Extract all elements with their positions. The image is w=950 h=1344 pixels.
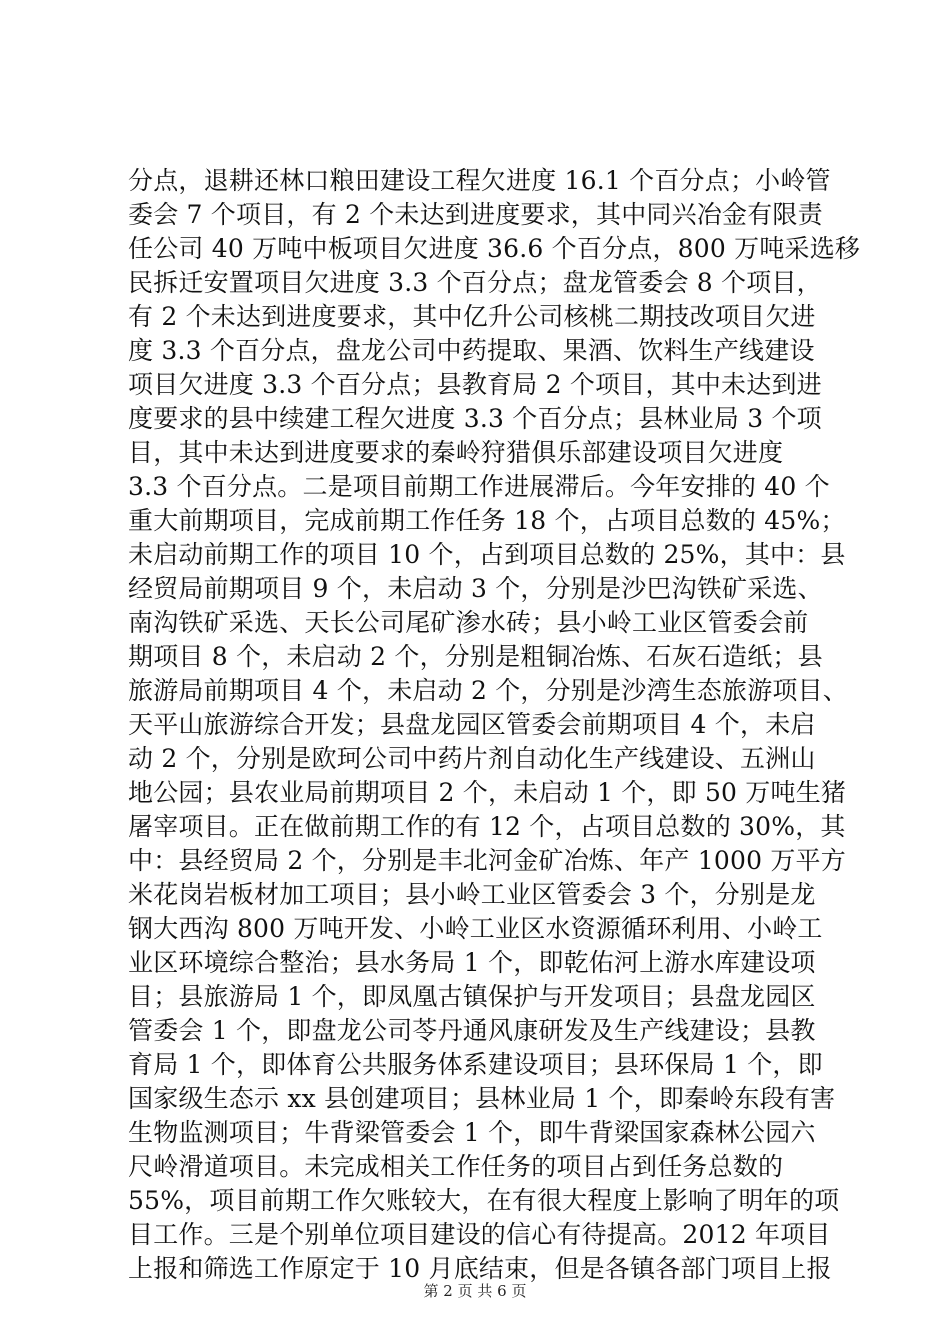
text-line: 任公司 40 万吨中板项目欠进度 36.6 个百分点，800 万吨采选移 xyxy=(128,234,861,263)
text-line: 地公园；县农业局前期项目 2 个，未启动 1 个，即 50 万吨生猪 xyxy=(128,778,847,807)
text-line: 屠宰项目。正在做前期工作的有 12 个，占项目总数的 30%，其 xyxy=(128,812,846,841)
text-line: 经贸局前期项目 9 个，未启动 3 个，分别是沙巴沟铁矿采选、 xyxy=(128,574,823,603)
text-line: 民拆迁安置项目欠进度 3.3 个百分点；盘龙管委会 8 个项目， xyxy=(128,268,822,297)
text-line: 旅游局前期项目 4 个，未启动 2 个，分别是沙湾生态旅游项目、 xyxy=(128,676,849,705)
text-line: 未启动前期工作的项目 10 个，占到项目总数的 25%，其中：县 xyxy=(128,540,846,569)
text-line: 有 2 个未达到进度要求，其中亿升公司核桃二期技改项目欠进 xyxy=(128,302,816,331)
text-line: 上报和筛选工作原定于 10 月底结束，但是各镇各部门项目上报 xyxy=(128,1254,832,1283)
text-line: 度 3.3 个百分点，盘龙公司中药提取、果酒、饮料生产线建设 xyxy=(128,336,815,365)
text-line: 项目欠进度 3.3 个百分点；县教育局 2 个项目，其中未达到进 xyxy=(128,370,822,399)
text-line: 期项目 8 个，未启动 2 个，分别是粗铜冶炼、石灰石造纸；县 xyxy=(128,642,823,671)
text-line: 目；县旅游局 1 个，即凤凰古镇保护与开发项目；县盘龙园区 xyxy=(128,982,816,1011)
text-line: 目工作。三是个别单位项目建设的信心有待提高。2012 年项目 xyxy=(128,1220,831,1249)
text-line: 重大前期项目，完成前期工作任务 18 个，占项目总数的 45%； xyxy=(128,506,846,535)
page-number-footer: 第 2 页 共 6 页 xyxy=(423,1282,527,1300)
text-line: 中：县经贸局 2 个，分别是丰北河金矿冶炼、年产 1000 万平方 xyxy=(128,846,846,875)
text-line: 委会 7 个项目，有 2 个未达到进度要求，其中同兴冶金有限责 xyxy=(128,200,823,229)
text-line: 度要求的县中续建工程欠进度 3.3 个百分点；县林业局 3 个项 xyxy=(128,404,822,433)
text-line: 3.3 个百分点。二是项目前期工作进展滞后。今年安排的 40 个 xyxy=(128,472,830,501)
text-line: 国家级生态示 xx 县创建项目；县林业局 1 个，即秦岭东段有害 xyxy=(128,1084,836,1113)
text-line: 业区环境综合整治；县水务局 1 个，即乾佑河上游水库建设项 xyxy=(128,948,816,977)
text-line: 育局 1 个，即体育公共服务体系建设项目；县环保局 1 个，即 xyxy=(128,1050,823,1079)
text-line: 动 2 个，分别是欧珂公司中药片剂自动化生产线建设、五洲山 xyxy=(128,744,816,773)
text-line: 南沟铁矿采选、天长公司尾矿渗水砖；县小岭工业区管委会前 xyxy=(128,608,809,637)
text-line: 尺岭滑道项目。未完成相关工作任务的项目占到任务总数的 xyxy=(128,1152,784,1181)
text-line: 目，其中未达到进度要求的秦岭狩猎俱乐部建设项目欠进度 xyxy=(128,438,784,467)
text-line: 生物监测项目；牛背梁管委会 1 个，即牛背梁国家森林公园六 xyxy=(128,1118,816,1147)
text-line: 天平山旅游综合开发；县盘龙园区管委会前期项目 4 个，未启 xyxy=(128,710,816,739)
text-line: 米花岗岩板材加工项目；县小岭工业区管委会 3 个，分别是龙 xyxy=(128,880,816,909)
body-text xyxy=(128,164,861,1286)
text-line: 钢大西沟 800 万吨开发、小岭工业区水资源循环利用、小岭工 xyxy=(128,914,823,943)
text-line: 分点，退耕还林口粮田建设工程欠进度 16.1 个百分点；小岭管 xyxy=(128,166,831,195)
text-line: 55%，项目前期工作欠账较大，在有很大程度上影响了明年的项 xyxy=(128,1186,840,1215)
text-line: 管委会 1 个，即盘龙公司苓丹通风康研发及生产线建设；县教 xyxy=(128,1016,816,1045)
